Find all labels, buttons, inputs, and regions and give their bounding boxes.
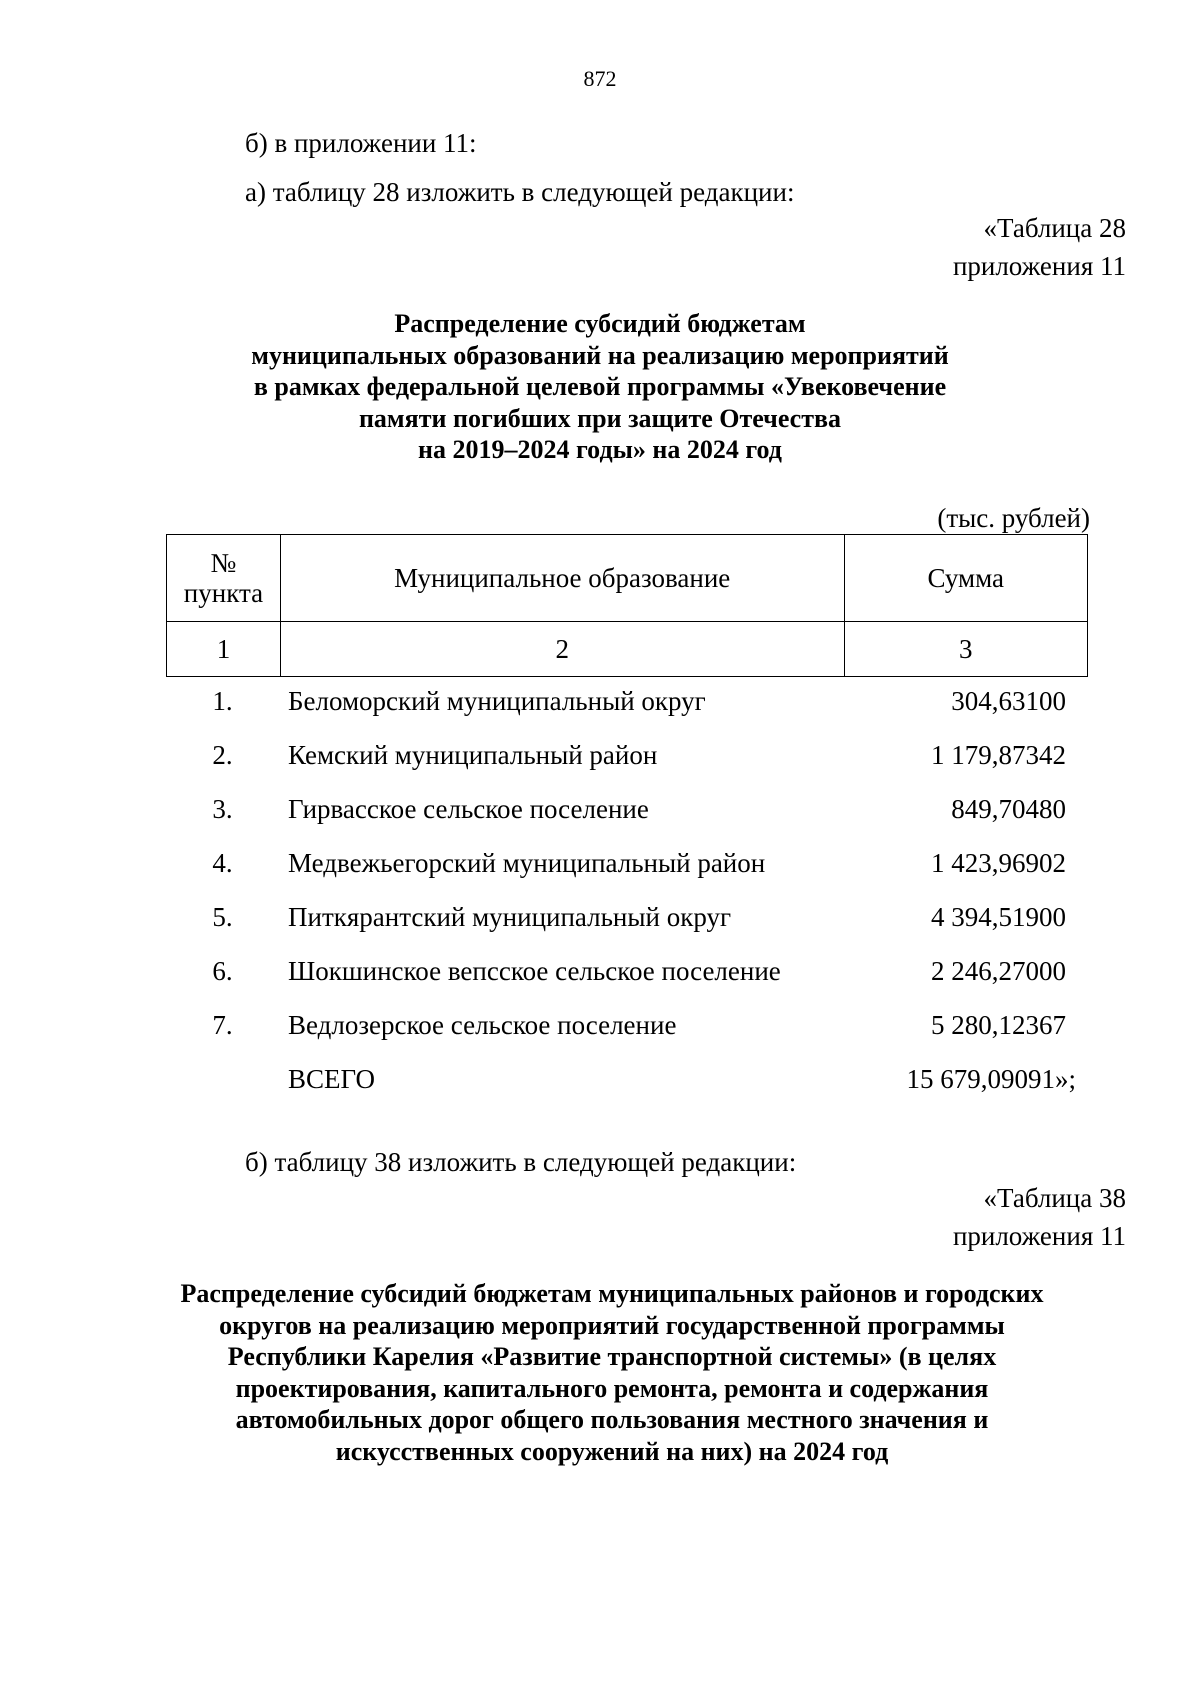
table28-title-line: в рамках федеральной целевой программы «Увековечение — [253, 372, 947, 401]
row-sum: 1 423,96902 — [931, 848, 1066, 878]
column-number: 1 — [167, 622, 281, 677]
row-municipality: Беломорский муниципальный округ — [288, 686, 706, 716]
row-number: 2. — [212, 740, 233, 770]
row-number: 3. — [212, 794, 233, 824]
table28-reference-line2: приложения 11 — [952, 251, 1126, 281]
row-number: 1. — [212, 686, 233, 716]
row-municipality: Ведлозерское сельское поселение — [288, 1010, 677, 1040]
table38-reference — [953, 1179, 1126, 1255]
section-b-line: б) таблицу 38 изложить в следующей редакции: — [245, 1147, 797, 1177]
table38-title-line: автомобильных дорог общего пользования местного значения и — [235, 1405, 989, 1434]
table-row — [166, 728, 1088, 782]
units-label: (тыс. рублей) — [937, 503, 1090, 533]
table38-title-line: Республики Карелия «Развитие транспортной системы» (в целях — [227, 1342, 997, 1371]
table28-header — [166, 534, 1088, 677]
header-cell-sum: Сумма — [844, 535, 1087, 622]
table28-title-line: памяти погибших при защите Отечества — [358, 403, 842, 433]
table38-reference-line2: приложения 11 — [952, 1221, 1126, 1251]
page-number: 872 — [583, 66, 617, 91]
table-row — [166, 782, 1088, 836]
row-number: 6. — [212, 956, 233, 986]
row-number: 7. — [212, 1010, 233, 1040]
table38-title-line: Распределение субсидий бюджетам муниципальных районов и городских — [180, 1279, 1044, 1308]
table38-reference-line1: «Таблица 38 — [983, 1183, 1126, 1213]
row-sum: 5 280,12367 — [931, 1010, 1066, 1040]
row-municipality: Медвежьегорский муниципальный район — [288, 848, 766, 878]
header-cell-municipality: Муниципальное образование — [280, 535, 844, 622]
row-sum: 2 246,27000 — [931, 956, 1066, 986]
row-municipality: Гирвасское сельское поселение — [288, 794, 649, 824]
row-municipality: Шокшинское вепсское сельское поселение — [288, 956, 781, 986]
table38-title-line: проектирования, капитального ремонта, ремонта и содержания — [235, 1373, 989, 1403]
row-sum: 4 394,51900 — [931, 902, 1066, 932]
header-number-sign: № — [210, 548, 237, 578]
intro-line-appendix: б) в приложении 11: — [245, 128, 477, 158]
table-total-row — [166, 1052, 1088, 1106]
table28-title-line: Распределение субсидий бюджетам — [394, 309, 806, 338]
total-sum: 15 679,09091»; — [906, 1064, 1076, 1094]
column-number: 2 — [280, 622, 844, 677]
row-number: 5. — [212, 902, 233, 932]
total-label: ВСЕГО — [288, 1064, 375, 1094]
row-sum: 849,70480 — [951, 794, 1066, 824]
header-number-label: пункта — [183, 578, 264, 608]
row-number: 4. — [212, 848, 233, 878]
table38-title — [12, 1278, 1200, 1467]
header-cell-number — [167, 535, 281, 622]
column-numbers-row — [167, 622, 1088, 677]
row-municipality: Кемский муниципальный район — [288, 740, 658, 770]
table28-reference-line1: «Таблица 28 — [983, 213, 1126, 243]
column-number: 3 — [844, 622, 1087, 677]
table38-title-line: искусственных сооружений на них) на 2024 год — [335, 1436, 889, 1466]
table-row — [166, 836, 1088, 890]
table28-title — [0, 308, 1200, 466]
table-row — [166, 998, 1088, 1052]
row-sum: 1 179,87342 — [931, 740, 1066, 770]
table-row — [166, 890, 1088, 944]
table28-title-line: на 2019–2024 годы» на 2024 год — [418, 435, 782, 464]
table28-title-line: муниципальных образований на реализацию мероприятий — [251, 340, 949, 370]
table38-title-line: округов на реализацию мероприятий государственной программы — [219, 1310, 1005, 1340]
table28-reference — [953, 209, 1126, 285]
row-municipality: Питкярантский муниципальный округ — [288, 902, 732, 932]
row-sum: 304,63100 — [951, 686, 1066, 716]
table-row — [166, 674, 1088, 728]
table-row — [166, 944, 1088, 998]
table-header-row — [167, 535, 1088, 622]
intro-line-table28: а) таблицу 28 изложить в следующей редакции: — [245, 177, 795, 207]
